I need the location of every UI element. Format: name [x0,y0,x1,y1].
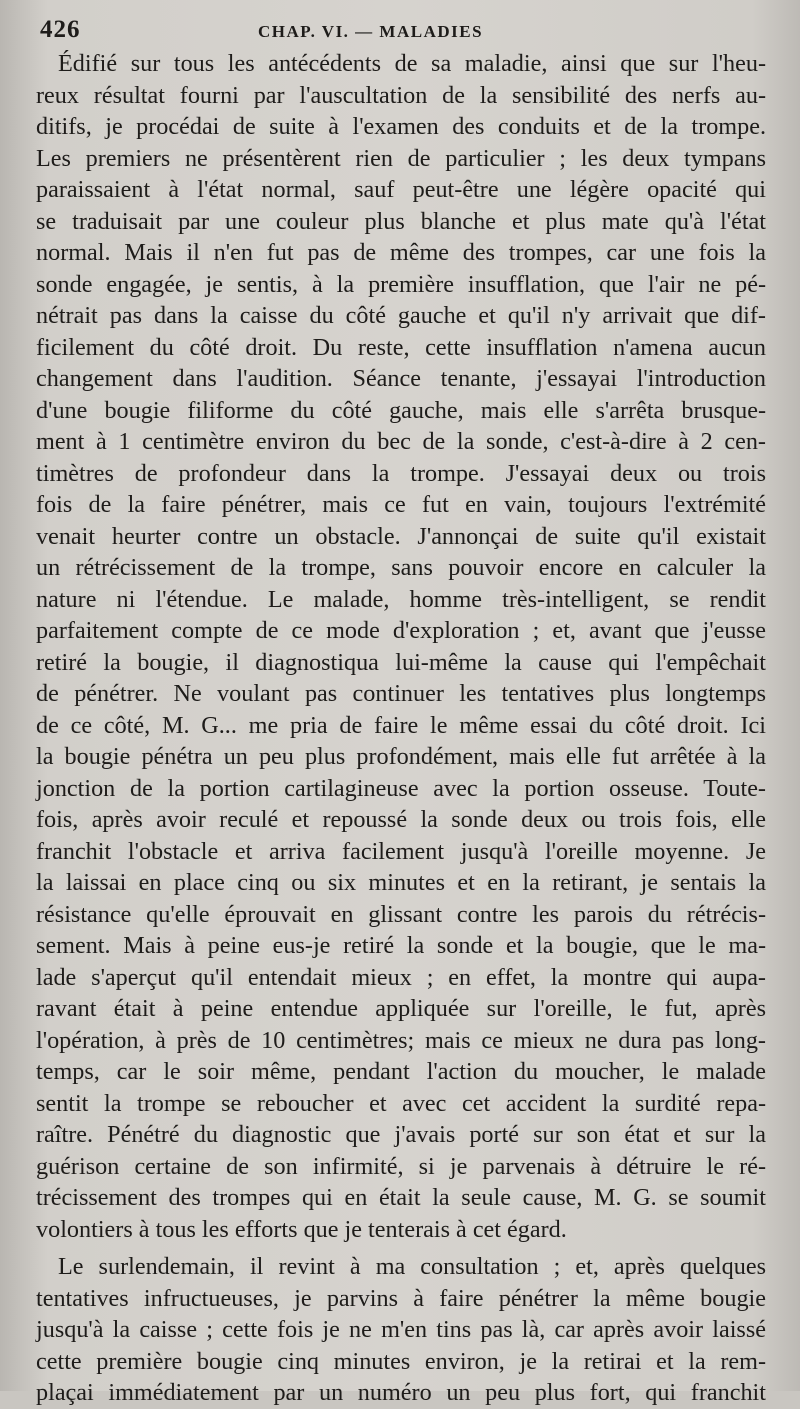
text-line: fois, après avoir reculé et repoussé la sonde deux ou trois fois, elle [36,806,766,833]
text-line: venait heurter contre un obstacle. J'annonçai de suite qu'il existait [36,522,766,550]
text-line: changement dans l'audition. Séance tenante, j'essayai l'introduction [36,365,766,392]
text-line: Les premiers ne présentèrent rien de particulier ; les deux tympans [36,144,766,172]
text-line: guérison certaine de son infirmité, si je parvenais à détruire le ré- [36,1152,766,1180]
text-line: la bougie pénétra un peu plus profondément, mais elle fut arrêtée à la [36,743,766,770]
text-line: fois de la faire pénétrer, mais ce fut en vain, toujours l'extrémité [36,491,766,518]
text-line: de pénétrer. Ne voulant pas continuer les tentatives plus longtemps [36,680,766,707]
text-line: sonde engagée, je sentis, à la première insufflation, que l'air ne pé- [36,270,766,298]
text-line: nature ni l'étendue. Le malade, homme très-intelligent, se rendit [36,585,766,613]
text-line: de ce côté, M. G... me pria de faire le même essai du côté droit. Ici [36,711,766,739]
text-line: ditifs, je procédai de suite à l'examen des conduits et de la trompe. [36,113,766,140]
text-line: Édifié sur tous les antécédents de sa maladie, ainsi que sur l'heu- [58,50,766,77]
text-line: temps, car le soir même, pendant l'action du moucher, le malade [36,1058,766,1085]
text-line: paraissaient à l'état normal, sauf peut-être une légère opacité qui [36,176,766,203]
text-line: ravant était à peine entendue appliquée sur l'oreille, le fut, après [36,995,766,1022]
text-line: cette première bougie cinq minutes environ, je la retirai et la rem- [36,1347,766,1375]
text-line: raître. Pénétré du diagnostic que j'avais porté sur son état et sur la [36,1121,766,1148]
text-line: jonction de la portion cartilagineuse avec la portion osseuse. Toute- [36,774,766,802]
text-line: lade s'aperçut qu'il entendait mieux ; en effet, la montre qui aupa- [36,963,766,991]
text-line: nétrait pas dans la caisse du côté gauche et qu'il n'y arrivait que dif- [36,302,766,329]
text-line: ficilement du côté droit. Du reste, cette insufflation n'amena aucun [36,333,766,361]
body-text [36,48,766,1409]
text-line: Le surlendemain, il revint à ma consultation ; et, après quelques [58,1253,766,1280]
text-line: timètres de profondeur dans la trompe. J'essayai deux ou trois [36,459,766,487]
page-number: 426 [40,16,81,43]
text-line: résistance qu'elle éprouvait en glissant contre les parois du rétrécis- [36,900,766,928]
text-line: ment à 1 centimètre environ du bec de la sonde, c'est-à-dire à 2 cen- [36,428,766,455]
text-line: retiré la bougie, il diagnostiqua lui-même la cause qui l'empêchait [36,648,766,676]
text-line: normal. Mais il n'en fut pas de même des trompes, car une fois la [36,239,766,266]
text-line: l'opération, à près de 10 centimètres; mais ce mieux ne dura pas long- [36,1026,766,1054]
text-line: parfaitement compte de ce mode d'exploration ; et, avant que j'eusse [36,617,766,644]
text-line: tentatives infructueuses, je parvins à faire pénétrer la même bougie [36,1284,766,1312]
text-line: trécissement des trompes qui en était la seule cause, M. G. se soumit [36,1184,766,1211]
text-line: franchit l'obstacle et arriva facilement jusqu'à l'oreille moyenne. Je [36,837,766,865]
text-line: se traduisait par une couleur plus blanche et plus mate qu'à l'état [36,207,766,235]
text-line: d'une bougie filiforme du côté gauche, mais elle s'arrêta brusque- [36,396,766,424]
text-line: plaçai immédiatement par un numéro un peu plus fort, qui franchit [36,1379,766,1406]
running-head: CHAP. VI. — MALADIES [258,22,484,41]
text-line: reux résultat fourni par l'auscultation de la sensibilité des nerfs au- [36,81,766,109]
text-line: un rétrécissement de la trompe, sans pouvoir encore en calculer la [36,554,766,581]
text-line: sement. Mais à peine eus-je retiré la sonde et la bougie, que le ma- [36,932,766,959]
paragraph [36,1251,766,1409]
text-line: la laissai en place cinq ou six minutes et en la retirant, je sentais la [36,869,766,896]
paragraph [36,48,766,1245]
page-header [36,14,766,48]
text-line: jusqu'à la caisse ; cette fois je ne m'en tins pas là, car après avoir laissé [36,1316,766,1343]
text-line: sentit la trompe se reboucher et avec cet accident la surdité repa- [36,1089,766,1117]
text-line: volontiers à tous les efforts que je tenterais à cet égard. [36,1215,567,1243]
